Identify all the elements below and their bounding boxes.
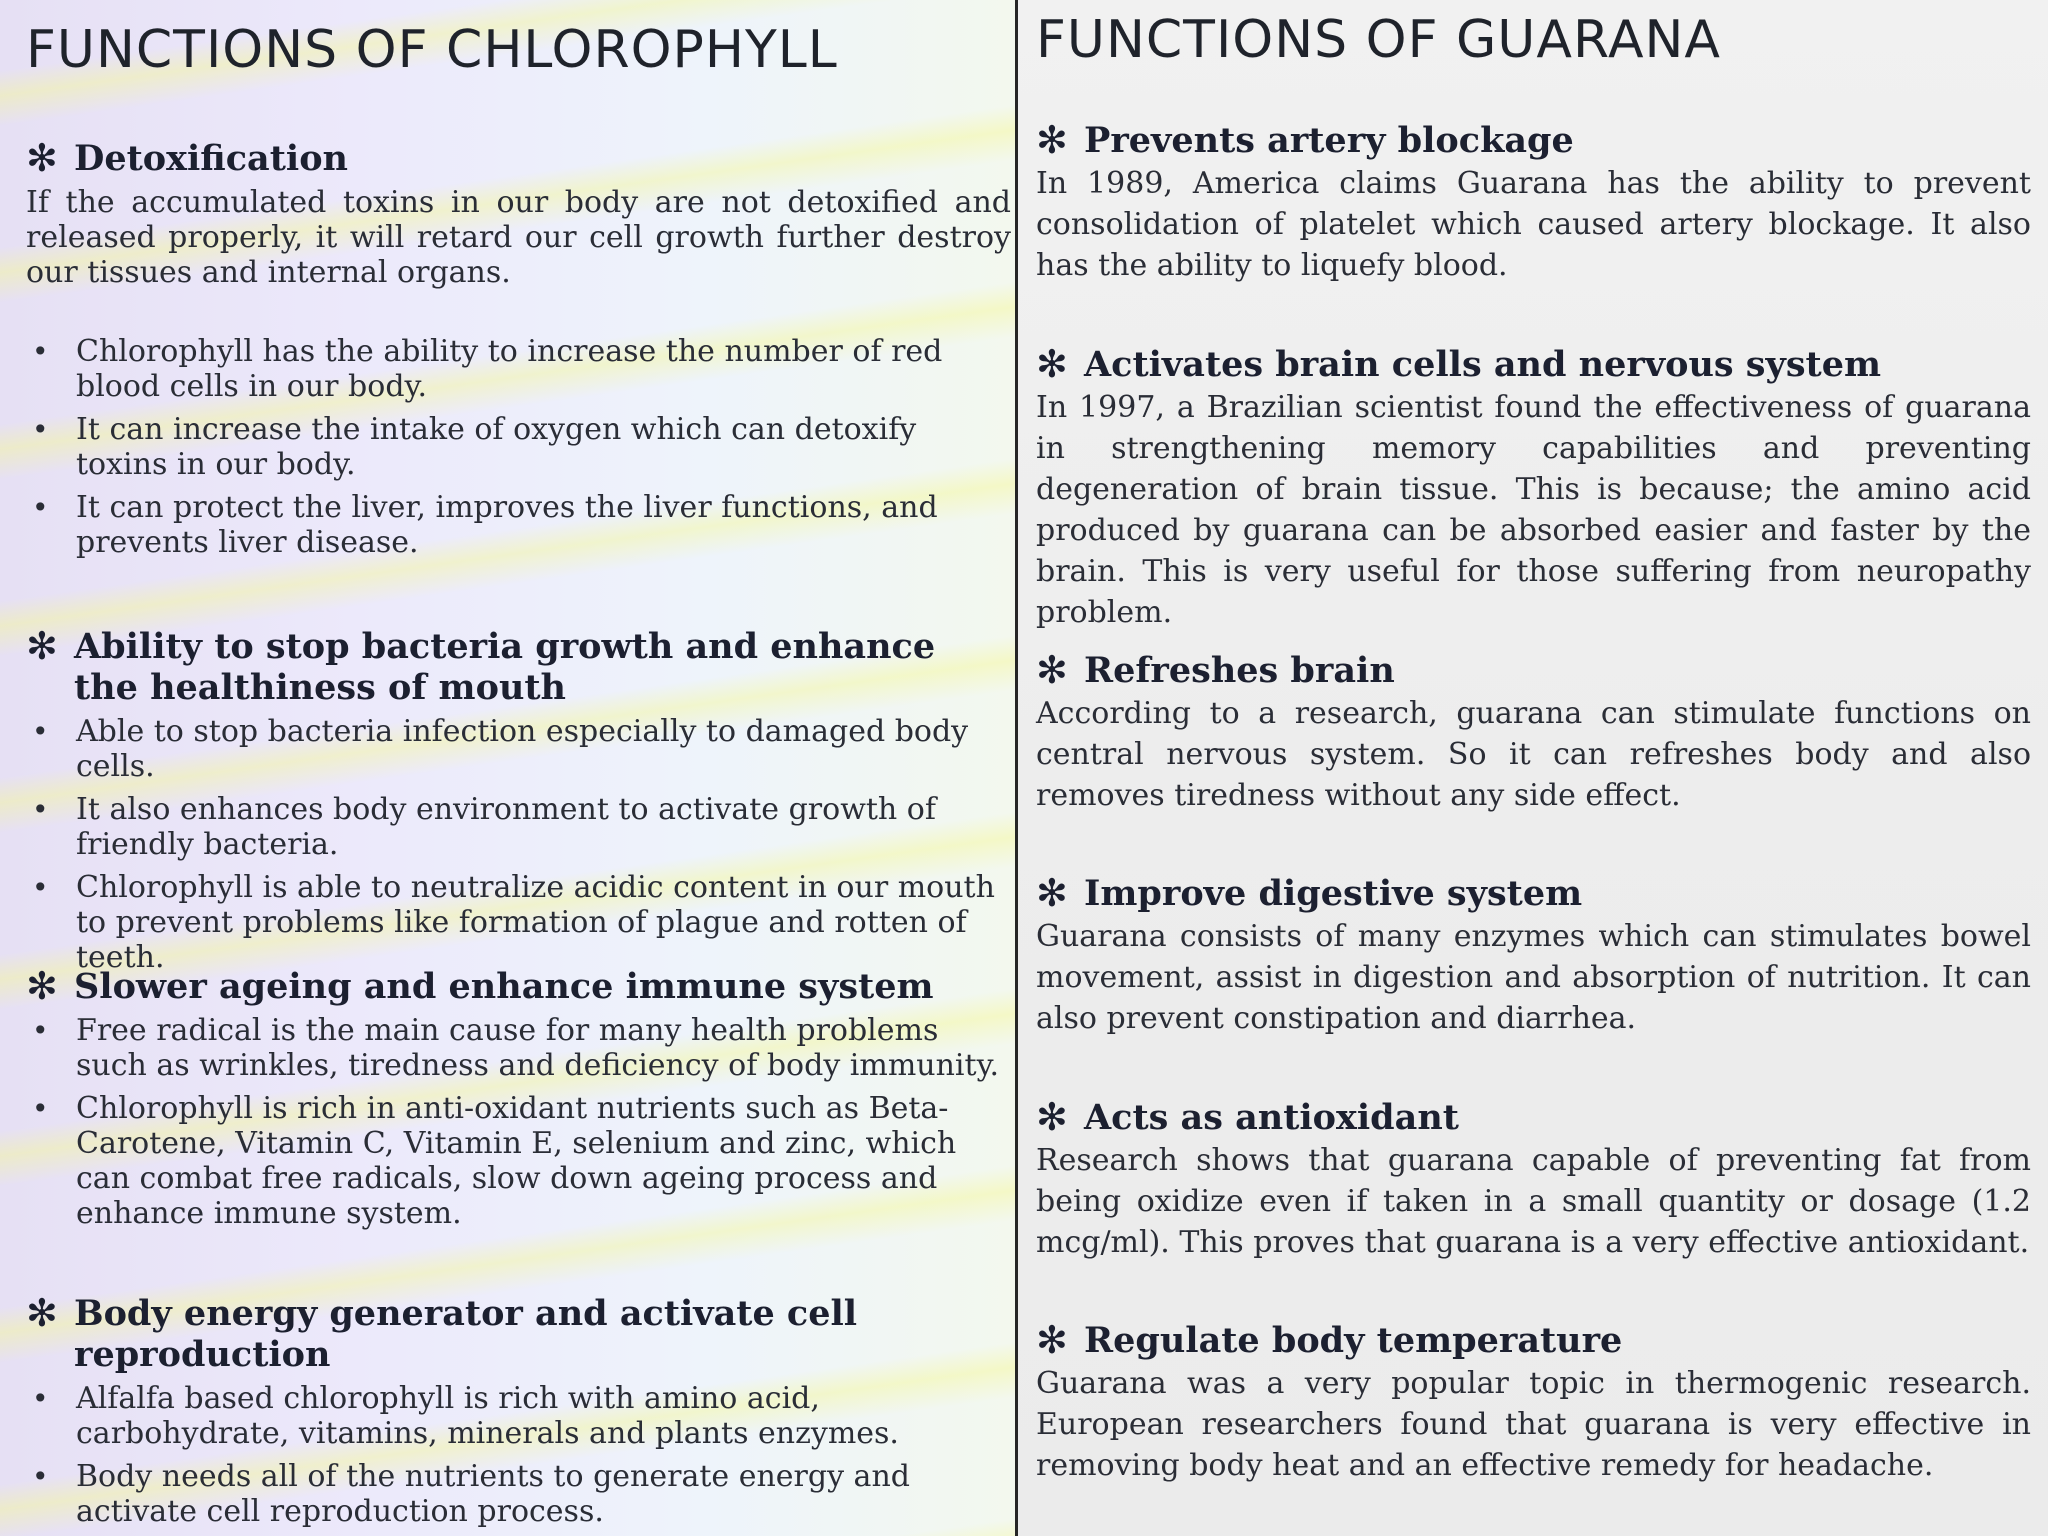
section-text: If the accumulated toxins in our body are not detoxified and released properly, it will retard our cell growth further destroy our tissues and internal organs.: [26, 185, 1011, 290]
section-heading: Prevents artery blockage: [1084, 120, 1574, 161]
asterisk-icon: ✻: [1036, 1095, 1068, 1139]
asterisk-icon: ✻: [1036, 118, 1068, 162]
section-antioxidant: [1036, 1097, 2031, 1263]
section-energy: [26, 1293, 1011, 1536]
asterisk-icon: ✻: [26, 136, 58, 180]
asterisk-icon: ✻: [1036, 648, 1068, 692]
asterisk-icon: ✻: [26, 624, 58, 668]
section-text: In 1989, America claims Guarana has the ability to prevent consolidation of platelet which caused artery blockage. It also has the ability to liquefy blood.: [1036, 166, 2031, 283]
section-brain-cells: [1036, 344, 2031, 633]
section-heading: Detoxification: [74, 138, 348, 179]
section-heading: Refreshes brain: [1084, 650, 1395, 691]
bullet-list: [26, 714, 1011, 975]
section-artery: [1036, 120, 2031, 286]
list-item: • Chlorophyll is rich in anti-oxidant nutrients such as Beta-Carotene, Vitamin C, Vitamin E, selenium and zinc, which can combat free radicals, slow down ageing process and enhance immune system.: [26, 1091, 1011, 1231]
chlorophyll-panel: [0, 0, 1015, 1536]
list-item: • Body needs all of the nutrients to generate energy and activate cell reproduction process.: [26, 1459, 1011, 1529]
section-text: Research shows that guarana capable of preventing fat from being oxidize even if taken in a small quantity or dosage (1.2 mcg/ml). This proves that guarana is a very effective antioxidant.: [1036, 1143, 2031, 1260]
section-temperature: [1036, 1320, 2031, 1486]
section-heading: Slower ageing and enhance immune system: [74, 966, 934, 1007]
guarana-title: FUNCTIONS OF GUARANA: [1036, 10, 1722, 70]
bullet-list: [26, 334, 1011, 560]
section-heading: Ability to stop bacteria growth and enhance the healthiness of mouth: [74, 626, 936, 708]
section-text: According to a research, guarana can stimulate functions on central nervous system. So it can refreshes body and also removes tiredness without any side effect.: [1036, 696, 2031, 813]
asterisk-icon: ✻: [1036, 871, 1068, 915]
section-detoxification: [26, 138, 1011, 568]
asterisk-icon: ✻: [1036, 342, 1068, 386]
bullet-list: [26, 1013, 1011, 1231]
section-heading: Improve digestive system: [1084, 873, 1583, 914]
list-item: • Free radical is the main cause for many health problems such as wrinkles, tiredness and deficiency of body immunity.: [26, 1013, 1011, 1083]
section-heading: Activates brain cells and nervous system: [1084, 344, 1882, 385]
section-text: In 1997, a Brazilian scientist found the effectiveness of guarana in strengthening memory capabilities and preventing degeneration of brain tissue. This is because; the amino acid produced by guarana can be absorbed easier and faster by the brain. This is very useful for those suffering from neuropathy problem.: [1036, 390, 2031, 630]
section-refreshes: [1036, 650, 2031, 816]
asterisk-icon: ✻: [1036, 1318, 1068, 1362]
section-heading: Body energy generator and activate cell reproduction: [74, 1293, 858, 1375]
section-digestive: [1036, 873, 2031, 1039]
section-ageing: [26, 966, 1011, 1239]
list-item: • Chlorophyll has the ability to increase the number of red blood cells in our body.: [26, 334, 1011, 404]
list-item: • It can increase the intake of oxygen which can detoxify toxins in our body.: [26, 412, 1011, 482]
section-heading: Acts as antioxidant: [1084, 1097, 1459, 1138]
section-heading: Regulate body temperature: [1084, 1320, 1623, 1361]
list-item: • It can protect the liver, improves the liver functions, and prevents liver disease.: [26, 490, 1011, 560]
list-item: • Alfalfa based chlorophyll is rich with amino acid, carbohydrate, vitamins, minerals and plants enzymes.: [26, 1381, 1011, 1451]
chlorophyll-title: FUNCTIONS OF CHLOROPHYLL: [26, 20, 838, 80]
section-text: Guarana was a very popular topic in thermogenic research. European researchers found that guarana is very effective in removing body heat and an effective remedy for headache.: [1036, 1366, 2031, 1483]
asterisk-icon: ✻: [26, 1291, 58, 1335]
bullet-list: [26, 1381, 1011, 1529]
list-item: • It also enhances body environment to activate growth of friendly bacteria.: [26, 792, 1011, 862]
list-item: • Chlorophyll is able to neutralize acidic content in our mouth to prevent problems like formation of plague and rotten of teeth.: [26, 870, 1011, 975]
asterisk-icon: ✻: [26, 964, 58, 1008]
guarana-panel: [1018, 0, 2048, 1536]
section-bacteria: [26, 626, 1011, 983]
section-text: Guarana consists of many enzymes which can stimulates bowel movement, assist in digestion and absorption of nutrition. It can also prevent constipation and diarrhea.: [1036, 919, 2031, 1036]
list-item: • Able to stop bacteria infection especially to damaged body cells.: [26, 714, 1011, 784]
